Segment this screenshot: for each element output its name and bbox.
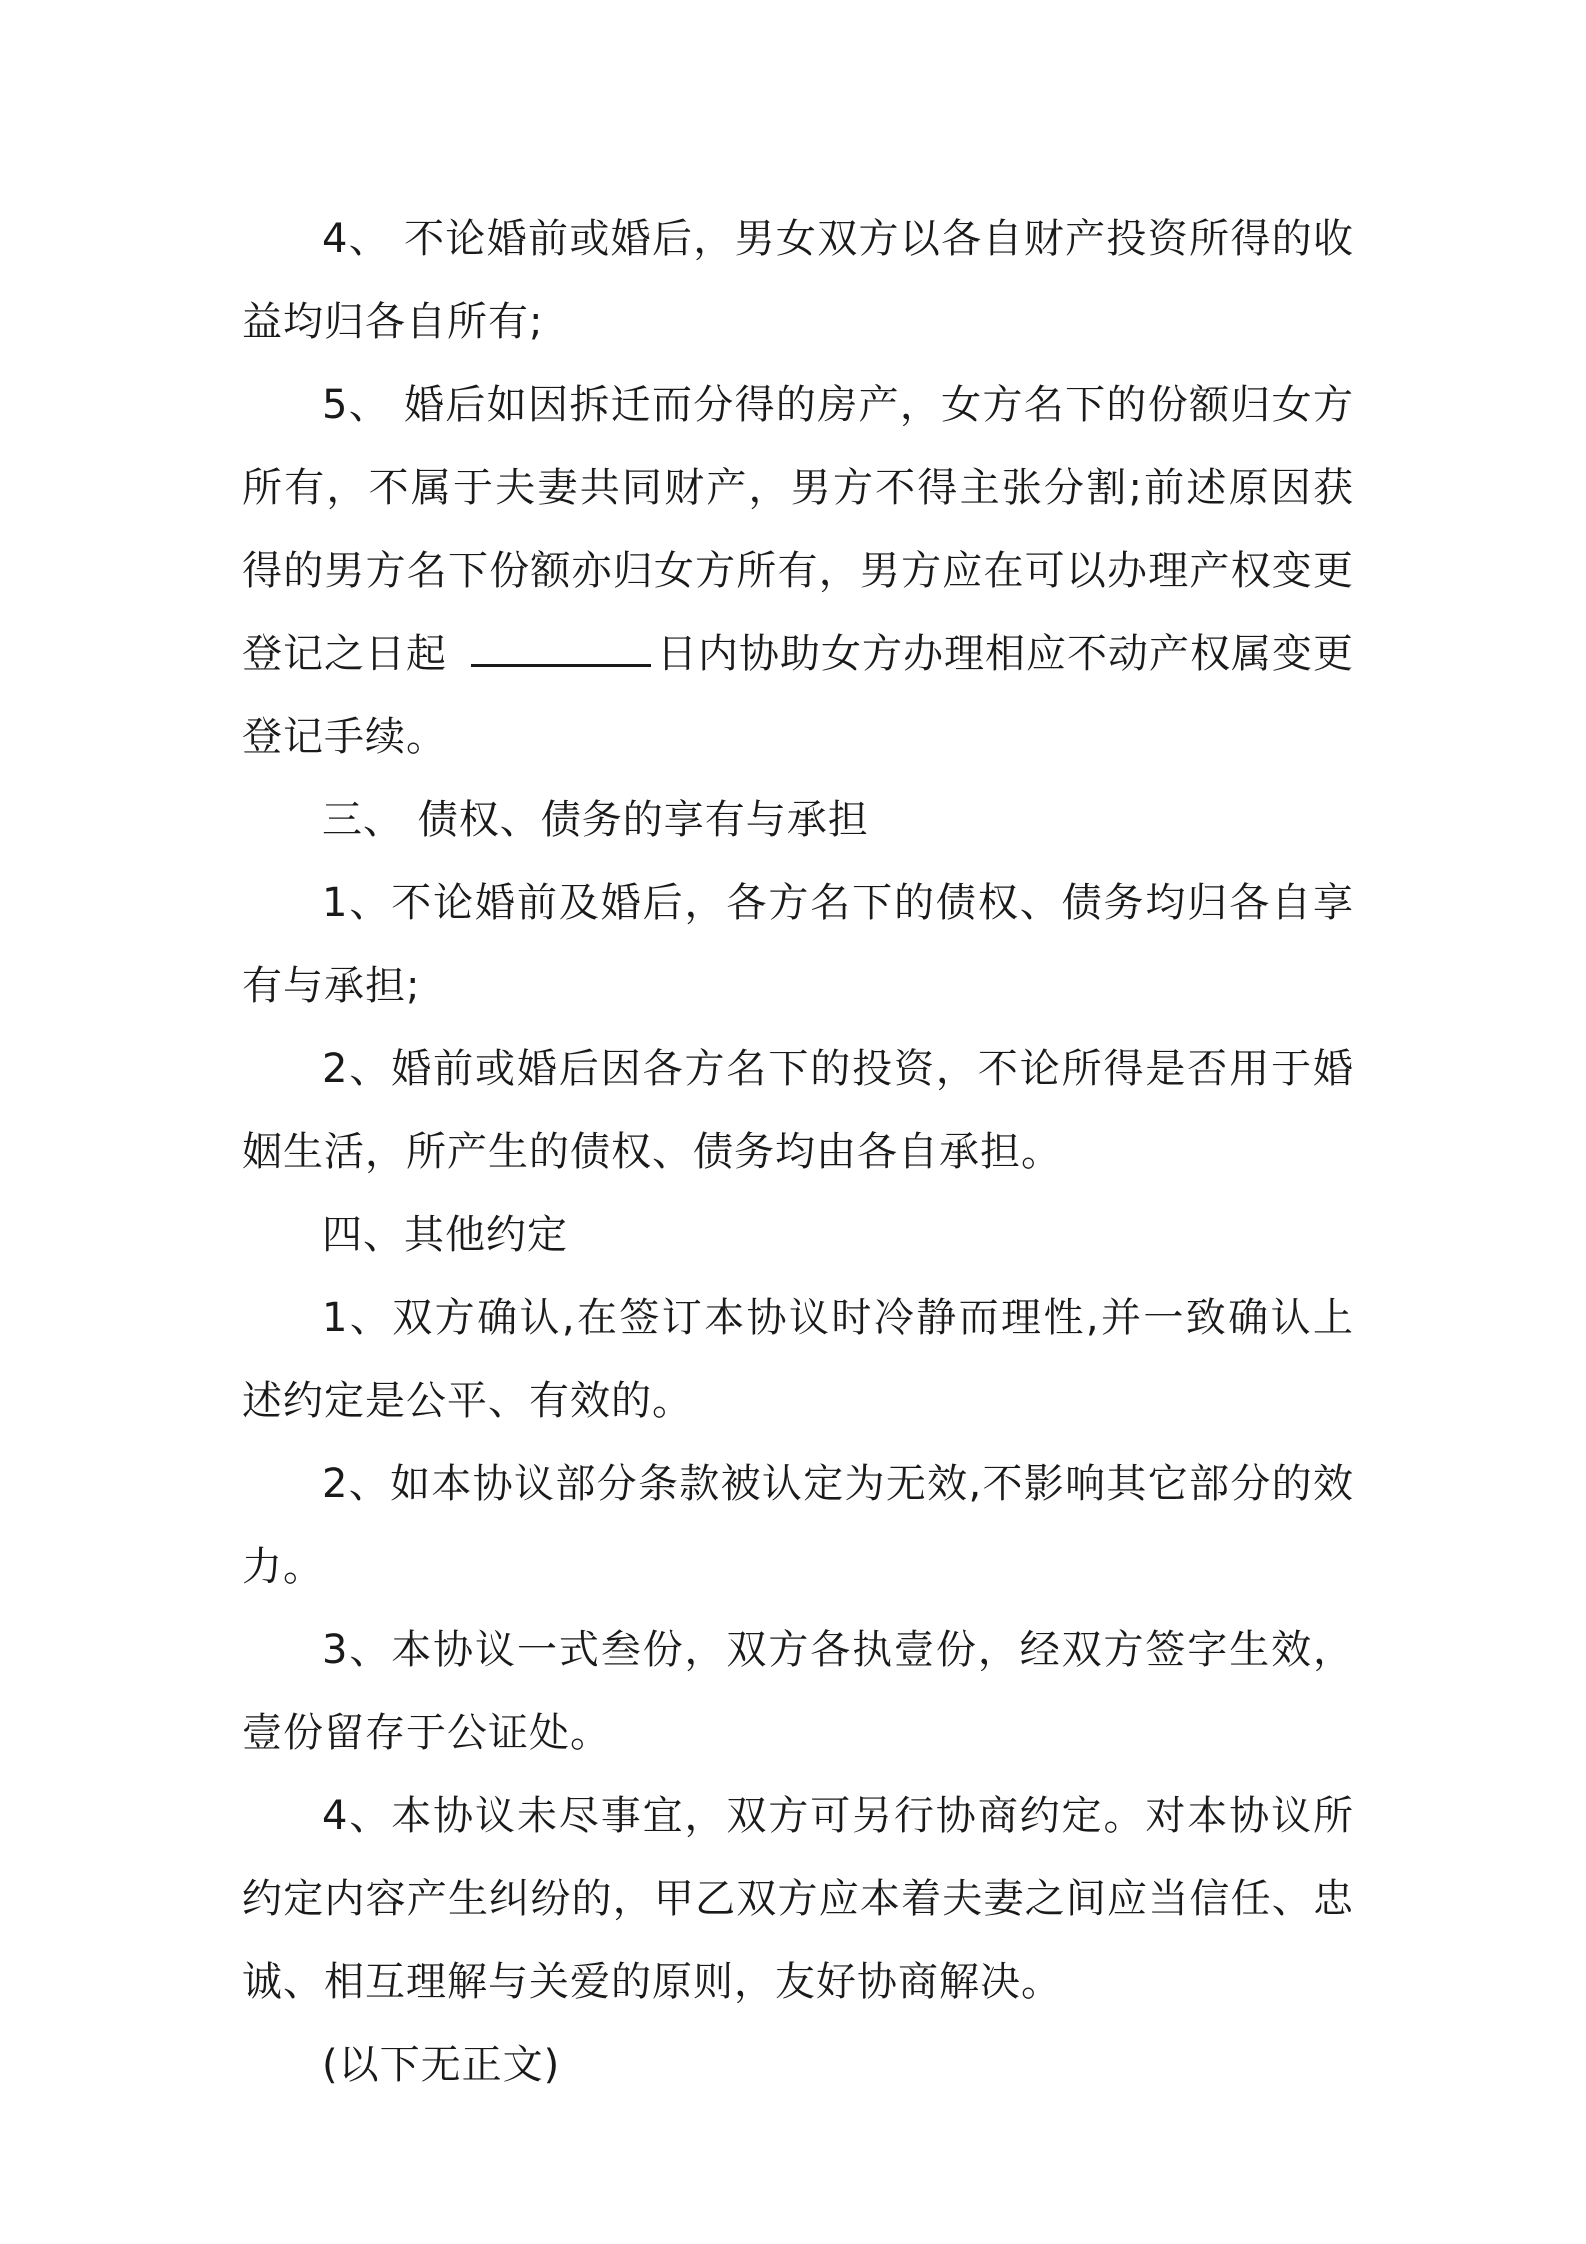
section-3-item-1: 1、不论婚前及婚后，各方名下的债权、债务均归各自享有与承担; [242,880,1354,1009]
section-4-item-4: 4、本协议未尽事宜，双方可另行协商约定。对本协议所约定内容产生纠纷的，甲乙双方应本着夫妻之间应当信任、忠诚、相互理解与关爱的原则，友好协商解决。 [242,1793,1354,2005]
section-3-heading: 三、 债权、债务的享有与承担 [322,797,869,843]
section-4-item-2: 2、如本协议部分条款被认定为无效,不影响其它部分的效力。 [242,1461,1354,1590]
document-body [242,198,1354,2107]
section-3-item-2: 2、婚前或婚后因各方名下的投资，不论所得是否用于婚姻生活，所产生的债权、债务均由各自承担。 [242,1046,1354,1175]
section-4-heading: 四、其他约定 [322,1212,568,1258]
clause-5-demolition-property [242,364,1354,779]
days-blank-field [471,628,651,667]
clause-5-text-before-blank: 5、 婚后如因拆迁而分得的房产，女方名下的份额归女方所有，不属于夫妻共同财产，男方不得主张分割;前述原因获得的男方名下份额亦归女方所有，男方应在可以办理产权变更登记之日起 [242,382,1354,677]
end-of-text-note: (以下无正文) [322,2042,561,2088]
clause-5-text-after-blank: 日内协助女方办理相应不动产权属变更登记手续。 [242,631,1354,760]
section-4-item-1: 1、双方确认,在签订本协议时冷静而理性,并一致确认上述约定是公平、有效的。 [242,1295,1354,1424]
clause-4-investment-income: 4、 不论婚前或婚后，男女双方以各自财产投资所得的收益均归各自所有; [242,216,1354,345]
section-4-item-3: 3、本协议一式叁份，双方各执壹份，经双方签字生效，壹份留存于公证处。 [242,1627,1354,1756]
